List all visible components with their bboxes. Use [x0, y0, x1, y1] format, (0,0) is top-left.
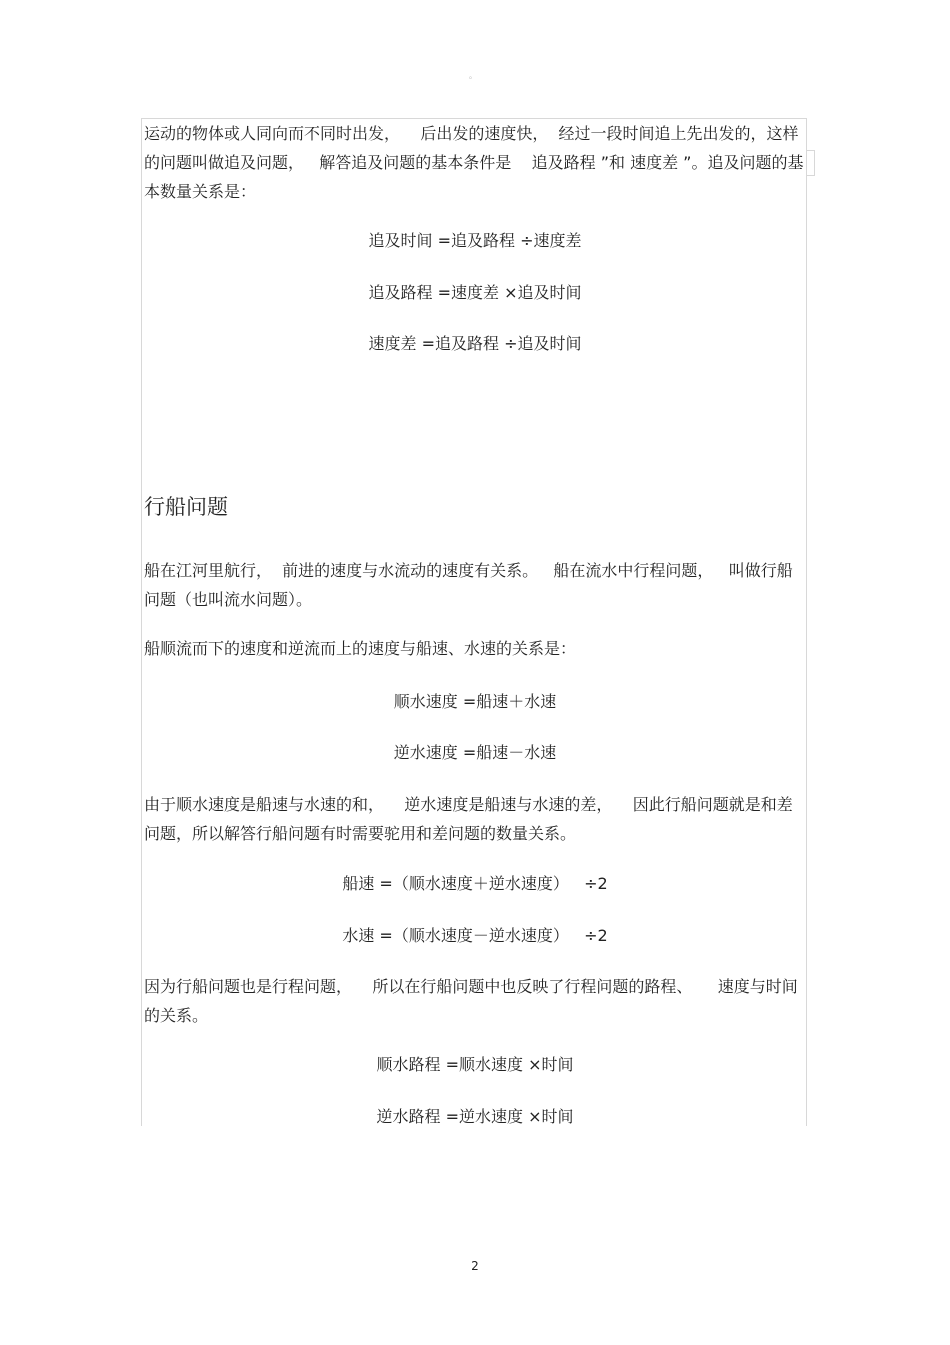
boat-formula-upstream-distance: 逆水路程 =逆水速度 ×时间 [376, 1107, 574, 1126]
frame-small-box [806, 150, 815, 176]
page-number: 2 [471, 1259, 479, 1273]
pursuit-formula-2: 追及路程 =速度差 ×追及时间 [368, 283, 582, 302]
boat-paragraph-2: 船顺流而下的速度和逆流而上的速度与船速、水速的关系是： [144, 639, 577, 658]
pursuit-formula-3: 速度差 =追及路程 ÷追及时间 [368, 334, 582, 353]
boat-formula-boat-speed: 船速 =（顺水速度＋逆水速度） ÷2 [342, 874, 608, 893]
frame-left-border [141, 118, 142, 1126]
pursuit-formula-1: 追及时间 =追及路程 ÷速度差 [368, 231, 582, 250]
header-dot: 。 [469, 71, 477, 80]
boat-paragraph-3: 由于顺水速度是船速与水速的和， 逆水速度是船速与水速的差， 因此行船问题就是和差问题，所以解答行船问题有时需要驼用和差问题的数量关系。 [144, 795, 793, 843]
boat-paragraph-4: 因为行船问题也是行程问题， 所以在行船问题中也反映了行程问题的路程、 速度与时间的关系。 [144, 977, 798, 1025]
boat-formula-upstream-speed: 逆水速度 =船速－水速 [393, 743, 557, 762]
boat-formula-downstream-distance: 顺水路程 =顺水速度 ×时间 [376, 1055, 574, 1074]
frame-right-border [806, 118, 807, 1126]
pursuit-intro-paragraph: 运动的物体或人同向而不同时出发， 后出发的速度快， 经过一段时间追上先出发的，这样的问题叫做追及问题， 解答追及问题的基本条件是 追及路程 ”和 速度差 ”。追及问题的基本数量关系是： [144, 124, 804, 201]
boat-formula-water-speed: 水速 =（顺水速度－逆水速度） ÷2 [342, 926, 608, 945]
boat-formula-downstream-speed: 顺水速度 =船速＋水速 [393, 692, 557, 711]
boat-paragraph-1: 船在江河里航行， 前进的速度与水流动的速度有关系。 船在流水中行程问题， 叫做行船问题（也叫流水问题）。 [144, 561, 793, 609]
boat-section-heading: 行船问题 [144, 495, 228, 519]
